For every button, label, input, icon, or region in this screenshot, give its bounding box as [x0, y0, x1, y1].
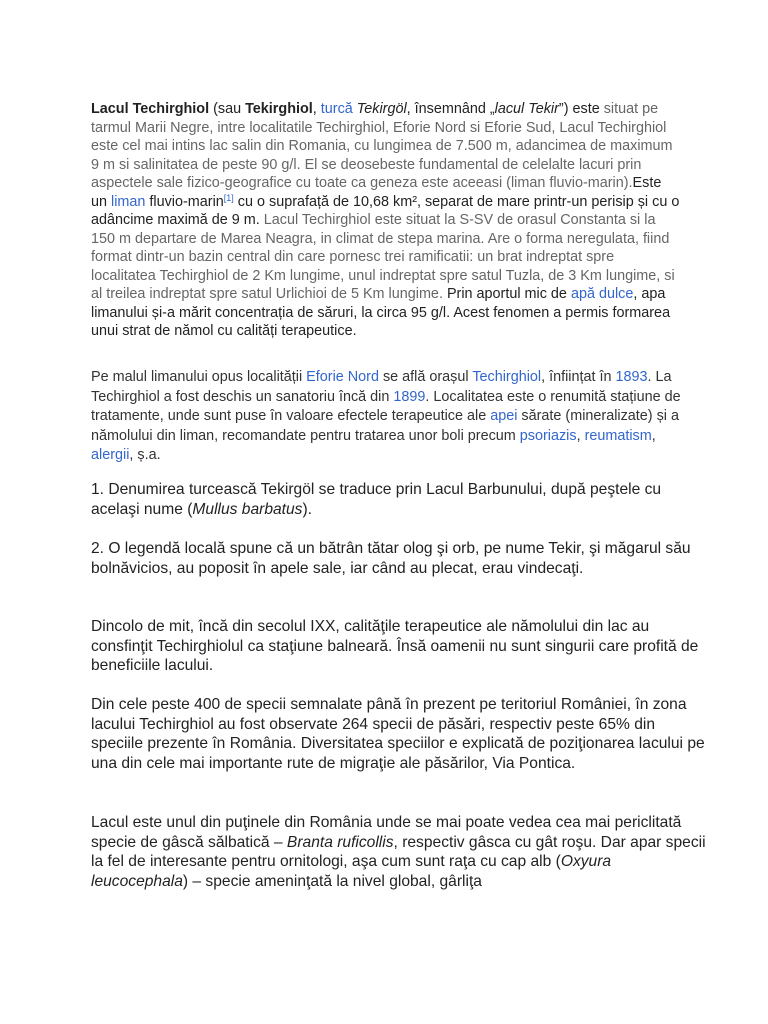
town-paragraph: Pe malul limanului opus localității Eforie Nord se află orașul Techirghiol, înființat în 1893. La Techirghiol a fost deschis un sanatoriu încă din 1899. Localitatea este o renumită stațiune de tratamente, unde sunt puse în valoare efectele terapeutice ale apei sărate (mineralizate) și a nămolului din liman, recomandate pentru tratarea unor boli precum psoriazis, reumatism, alergii, ș.a.	[91, 369, 681, 463]
link-liman[interactable]: liman	[111, 193, 146, 210]
link-1899[interactable]: 1899	[393, 388, 426, 405]
birds-paragraph: Lacul este unul din puţinele din România unde se mai poate vedea cea mai periclitată specie de gâscă sălbatică – Branta ruficollis, respectiv gâsca cu gât roşu. Dar apar specii la fel de interesante pentru ornitologi, aşa cum sunt raţa cu cap alb (Oxyura leucocephala) – specie ameninţată la nivel global, gârliţa	[91, 814, 706, 890]
link-eforie-nord[interactable]: Eforie Nord	[306, 369, 379, 385]
species-name: Mullus barbatus	[192, 500, 303, 518]
link-psoriazis[interactable]: psoriazis	[519, 427, 577, 444]
reference-1-link[interactable]: [1]	[223, 192, 234, 203]
lake-name: Lacul Techirghiol	[91, 101, 210, 117]
link-reumatism[interactable]: reumatism	[584, 427, 652, 444]
link-apei[interactable]: apei	[490, 408, 518, 424]
link-alergii[interactable]: alergii	[91, 447, 130, 463]
note-2-paragraph: 2. O legendă locală spune că un bătrân tătar olog şi orb, pe nume Tekir, şi măgarul său bolnăvicios, au poposit în apele sale, iar când au plecat, erau vindecaţi.	[91, 540, 691, 577]
link-techirghiol[interactable]: Techirghiol	[472, 369, 542, 385]
myth-paragraph: Dincolo de mit, încă din secolul IXX, calităţile terapeutice ale nămolului din lac au consfinţit Techirghiolul ca staţiune balneară. Însă oamenii nu sunt singurii care profită de beneficiile lacului.	[91, 618, 699, 674]
link-apa-dulce[interactable]: apă dulce	[570, 286, 634, 302]
species-name: Oxyura leucocephala	[91, 853, 612, 890]
link-1893[interactable]: 1893	[615, 369, 648, 385]
intro-paragraph: Lacul Techirghiol (sau Tekirghiol, turcă Tekirgöl, însemnând „lacul Tekir”) este situat pe tarmul Marii Negre, intre localitatile Techirghiol, Eforie Nord si Eforie Sud, Lacul Techirghiol este cel mai intins lac salin din Romania, cu lungimea de 7.500 m, adancimea de maximum 9 m si salinitatea de peste 90 g/l. El se deosebeste fundamental de celelalte lacuri prin aspectele sale fizico-geografice cu toate ca geneza este aceeasi (liman fluvio-marin).Este un liman fluvio-marin[1] cu o suprafață de 10,68 km², separat de mare printr-un perisip și cu o adâncime maximă de 9 m. Lacul Techirghiol este situat la S-SV de orasul Constanta si la 150 m departare de Marea Neagra, in climat de stepa marina. Are o forma neregulata, fiind format dintr-un bazin central din care pornesc trei ramificatii: un brat indreptat spre localitatea Techirghiol de 2 Km lungime, unul indreptat spre satul Tuzla, de 3 Km lungime, si al treilea indreptat spre satul Urlichioi de 5 Km lungime. Prin aportul mic de apă dulce, apa limanului și-a mărit concentrația de săruri, la circa 95 g/l. Acest fenomen a permis formarea unui strat de nămol cu calități terapeutice.	[91, 101, 680, 339]
alt-name: Tekirghiol	[245, 101, 313, 117]
link-turca[interactable]: turcă	[320, 101, 353, 117]
species-name: Branta ruficollis	[286, 833, 394, 851]
note-1-paragraph: 1. Denumirea turcească Tekirgöl se traduce prin Lacul Barbunului, după peştele cu acelaşi nume (Mullus barbatus).	[91, 481, 662, 518]
species-paragraph: Din cele peste 400 de specii semnalate până în prezent pe teritoriul României, în zona lacului Techirghiol au fost observate 264 specii de păsări, respectiv peste 65% din speciile prezente în România. Diversitatea speciilor e explicată de poziţionarea lacului pe una din cele mai importante rute de migraţie ale păsărilor, Via Pontica.	[91, 696, 705, 772]
